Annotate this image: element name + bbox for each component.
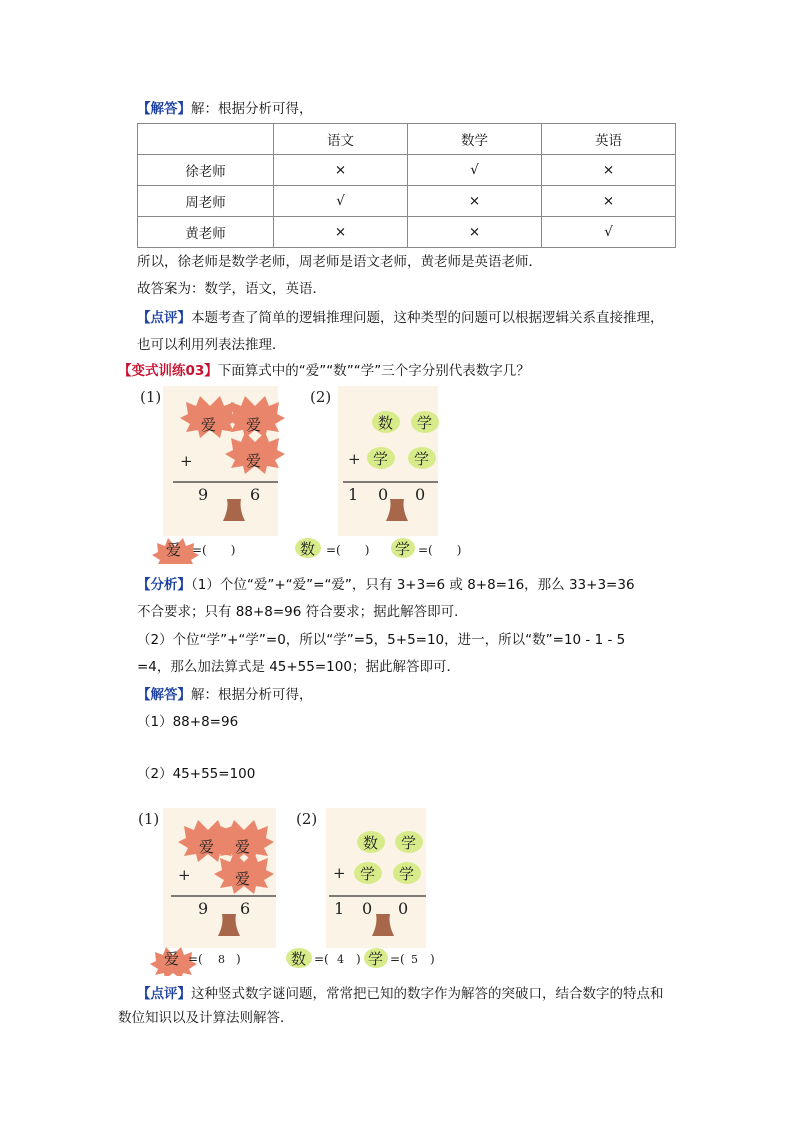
sum-digit: 0 bbox=[398, 899, 409, 918]
char-ai: 爱 bbox=[235, 870, 251, 888]
sum-digit: 9 bbox=[198, 485, 209, 504]
exercise-heading bbox=[118, 359, 530, 379]
comment-line bbox=[137, 306, 664, 326]
table-header-row bbox=[138, 124, 676, 155]
table-cell: 语文 bbox=[274, 124, 408, 155]
analysis-text-4: =4，那么加法算式是 45+55=100；据此解答即可． bbox=[137, 659, 460, 675]
char-shu: 数 bbox=[378, 414, 394, 432]
plus-sign: + bbox=[348, 450, 361, 468]
char-xue: 学 bbox=[395, 540, 411, 558]
analysis-line bbox=[137, 573, 635, 593]
comment2-line bbox=[137, 982, 664, 1002]
table-cell: × bbox=[408, 186, 542, 217]
char-ai: 爱 bbox=[199, 838, 215, 856]
figure-label: (1) bbox=[138, 810, 160, 828]
answer-shu: 4 bbox=[337, 953, 344, 966]
sum-digit: 0 bbox=[362, 899, 373, 918]
char-shu: 数 bbox=[291, 950, 307, 968]
table-cell: √ bbox=[274, 186, 408, 217]
char-shu: 数 bbox=[363, 834, 379, 852]
table-row bbox=[138, 217, 676, 248]
puzzle-figure-blank bbox=[138, 386, 473, 564]
comment-text: 本题考查了简单的逻辑推理问题，这种类型的问题可以根据逻辑关系直接推理， bbox=[191, 310, 664, 326]
table-cell: 黄老师 bbox=[138, 217, 274, 248]
char-ai: 爱 bbox=[246, 452, 262, 470]
sum-digit: 6 bbox=[240, 899, 251, 918]
sum-digit: 1 bbox=[334, 899, 345, 918]
sum-digit: 1 bbox=[348, 485, 359, 504]
char-ai: 爱 bbox=[166, 541, 182, 559]
answer-blank: =( ) bbox=[326, 543, 370, 557]
answer-blank: =( ) bbox=[418, 543, 462, 557]
answer-xue: 5 bbox=[411, 953, 418, 966]
figure-label: (2) bbox=[296, 810, 318, 828]
conclusion-text: 所以，徐老师是数学老师，周老师是语文老师，黄老师是英语老师． bbox=[137, 254, 542, 270]
comment2-text: 这种竖式数字谜问题，常常把已知的数字作为解答的突破口，结合数字的特点和 bbox=[191, 986, 664, 1002]
table-cell: 数学 bbox=[408, 124, 542, 155]
analysis-tag: 【分析】 bbox=[137, 577, 191, 593]
char-xue: 学 bbox=[399, 865, 415, 883]
analysis-text-3: （2）个位“学”+“学”=0，所以“学”=5，5+5=10，进一，所以“数”=10 - 1 - 5 bbox=[137, 632, 626, 648]
exercise-question: 下面算式中的“爱”“数”“学”三个字分别代表数字几？ bbox=[217, 363, 530, 379]
answer-tag: 【解答】 bbox=[137, 101, 191, 117]
comment2-tag: 【点评】 bbox=[137, 986, 191, 1002]
answer-blank: =( ) bbox=[192, 543, 236, 557]
sum-digit: 0 bbox=[378, 485, 389, 504]
table-cell: × bbox=[408, 217, 542, 248]
solution-line bbox=[137, 683, 313, 703]
table-row bbox=[138, 186, 676, 217]
table-cell: 英语 bbox=[542, 124, 676, 155]
solution-tag: 【解答】 bbox=[137, 687, 191, 703]
eq-close: ) bbox=[430, 952, 435, 966]
eq-close: ) bbox=[236, 952, 241, 966]
char-ai: 爱 bbox=[235, 838, 251, 856]
table-row bbox=[138, 155, 676, 186]
eq-open: =( bbox=[188, 952, 203, 966]
comment2-text-2: 数位知识以及计算法则解答． bbox=[118, 1010, 294, 1026]
solution-eq-2: （2）45+55=100 bbox=[137, 766, 256, 782]
char-xue: 学 bbox=[401, 834, 417, 852]
table-cell: 徐老师 bbox=[138, 155, 274, 186]
char-ai: 爱 bbox=[246, 416, 262, 434]
table-cell: × bbox=[542, 155, 676, 186]
table-cell: √ bbox=[408, 155, 542, 186]
plus-sign: + bbox=[178, 866, 191, 884]
table-cell: × bbox=[274, 155, 408, 186]
sum-digit: 6 bbox=[250, 485, 261, 504]
final-answer-text: 故答案为：数学，语文，英语． bbox=[137, 281, 326, 297]
figure-label: (1) bbox=[140, 388, 162, 406]
char-ai: 爱 bbox=[201, 416, 217, 434]
plus-sign: + bbox=[333, 864, 346, 882]
answer-text: 解：根据分析可得， bbox=[191, 101, 313, 117]
char-ai: 爱 bbox=[164, 950, 180, 968]
table-cell bbox=[138, 124, 274, 155]
answer-line bbox=[137, 97, 313, 117]
table-cell: × bbox=[274, 217, 408, 248]
exercise-tag: 【变式训练03】 bbox=[118, 363, 218, 379]
figure-label: (2) bbox=[310, 388, 332, 406]
puzzle-figure-answered bbox=[136, 808, 471, 976]
answer-ai: 8 bbox=[218, 953, 225, 966]
char-shu: 数 bbox=[300, 540, 316, 558]
table-cell: × bbox=[542, 186, 676, 217]
sum-digit: 0 bbox=[415, 485, 426, 504]
solution-text: 解：根据分析可得， bbox=[191, 687, 313, 703]
char-xue: 学 bbox=[417, 414, 433, 432]
eq-open: =( bbox=[390, 952, 405, 966]
teacher-subject-table bbox=[137, 123, 676, 248]
char-xue: 学 bbox=[368, 950, 384, 968]
eq-close: ) bbox=[356, 952, 361, 966]
char-xue: 学 bbox=[414, 450, 430, 468]
solution-eq-1: （1）88+8=96 bbox=[137, 714, 239, 730]
char-xue: 学 bbox=[360, 865, 376, 883]
analysis-text: （1）个位“爱”+“爱”=“爱”，只有 3+3=6 或 8+8=16，那么 33+3=36 bbox=[191, 577, 635, 593]
sum-digit: 9 bbox=[198, 899, 209, 918]
eq-open: =( bbox=[314, 952, 329, 966]
analysis-text-2: 不合要求；只有 88+8=96 符合要求；据此解答即可． bbox=[137, 604, 468, 620]
table-cell: √ bbox=[542, 217, 676, 248]
comment-text-2: 也可以利用列表法推理． bbox=[137, 337, 286, 353]
plus-sign: + bbox=[180, 452, 193, 470]
char-xue: 学 bbox=[373, 450, 389, 468]
comment-tag: 【点评】 bbox=[137, 310, 191, 326]
table-cell: 周老师 bbox=[138, 186, 274, 217]
